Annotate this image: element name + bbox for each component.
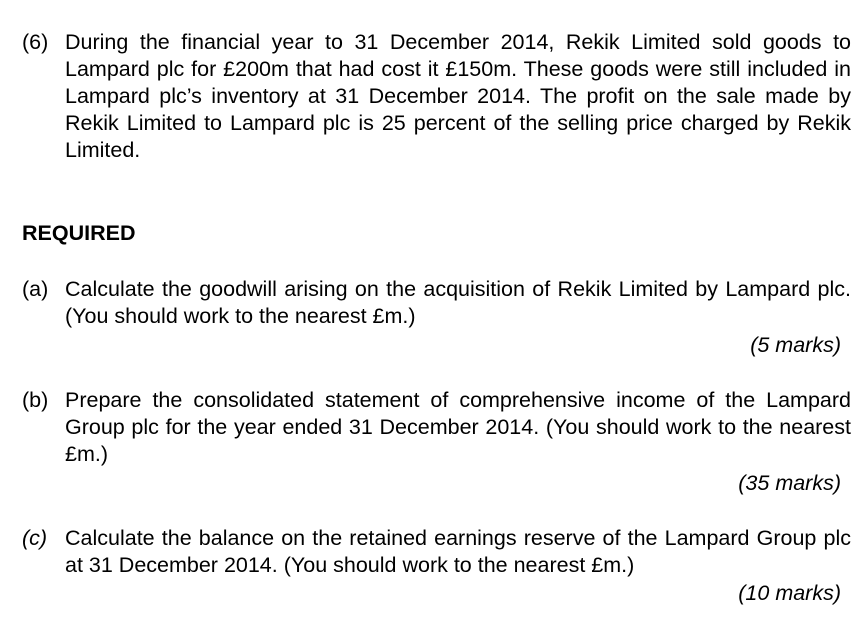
part-b-marks: (35 marks) (738, 471, 841, 495)
required-heading: REQUIRED (22, 221, 136, 245)
part-text: Prepare the consolidated statement of comprehensive income of the Lampard Group plc for the year ended 31 December 2014. (You should work to the nearest £m.) (65, 388, 851, 466)
part-c (22, 525, 851, 579)
part-c-marks: (10 marks) (738, 581, 841, 605)
part-label: (b) (22, 388, 49, 412)
note-number: (6) (22, 30, 49, 54)
note-text: During the financial year to 31 December 2014, Rekik Limited sold goods to Lampard plc for £200m that had cost it £150m. These goods were still included in Lampard plc’s inventory at 31 December 2014. The profit on the sale made by Rekik Limited to Lampard plc is 25 percent of the selling price charged by Rekik Limited. (65, 30, 851, 162)
part-label: (a) (22, 277, 49, 301)
part-label: (c) (22, 526, 48, 550)
part-text: Calculate the goodwill arising on the acquisition of Rekik Limited by Lampard plc. (You should work to the nearest £m.) (65, 277, 851, 328)
part-a (22, 276, 851, 330)
note-6 (22, 29, 851, 164)
part-text: Calculate the balance on the retained earnings reserve of the Lampard Group plc at 31 December 2014. (You should work to the nearest £m.) (65, 526, 851, 577)
part-a-marks: (5 marks) (750, 333, 841, 357)
part-b (22, 387, 851, 468)
